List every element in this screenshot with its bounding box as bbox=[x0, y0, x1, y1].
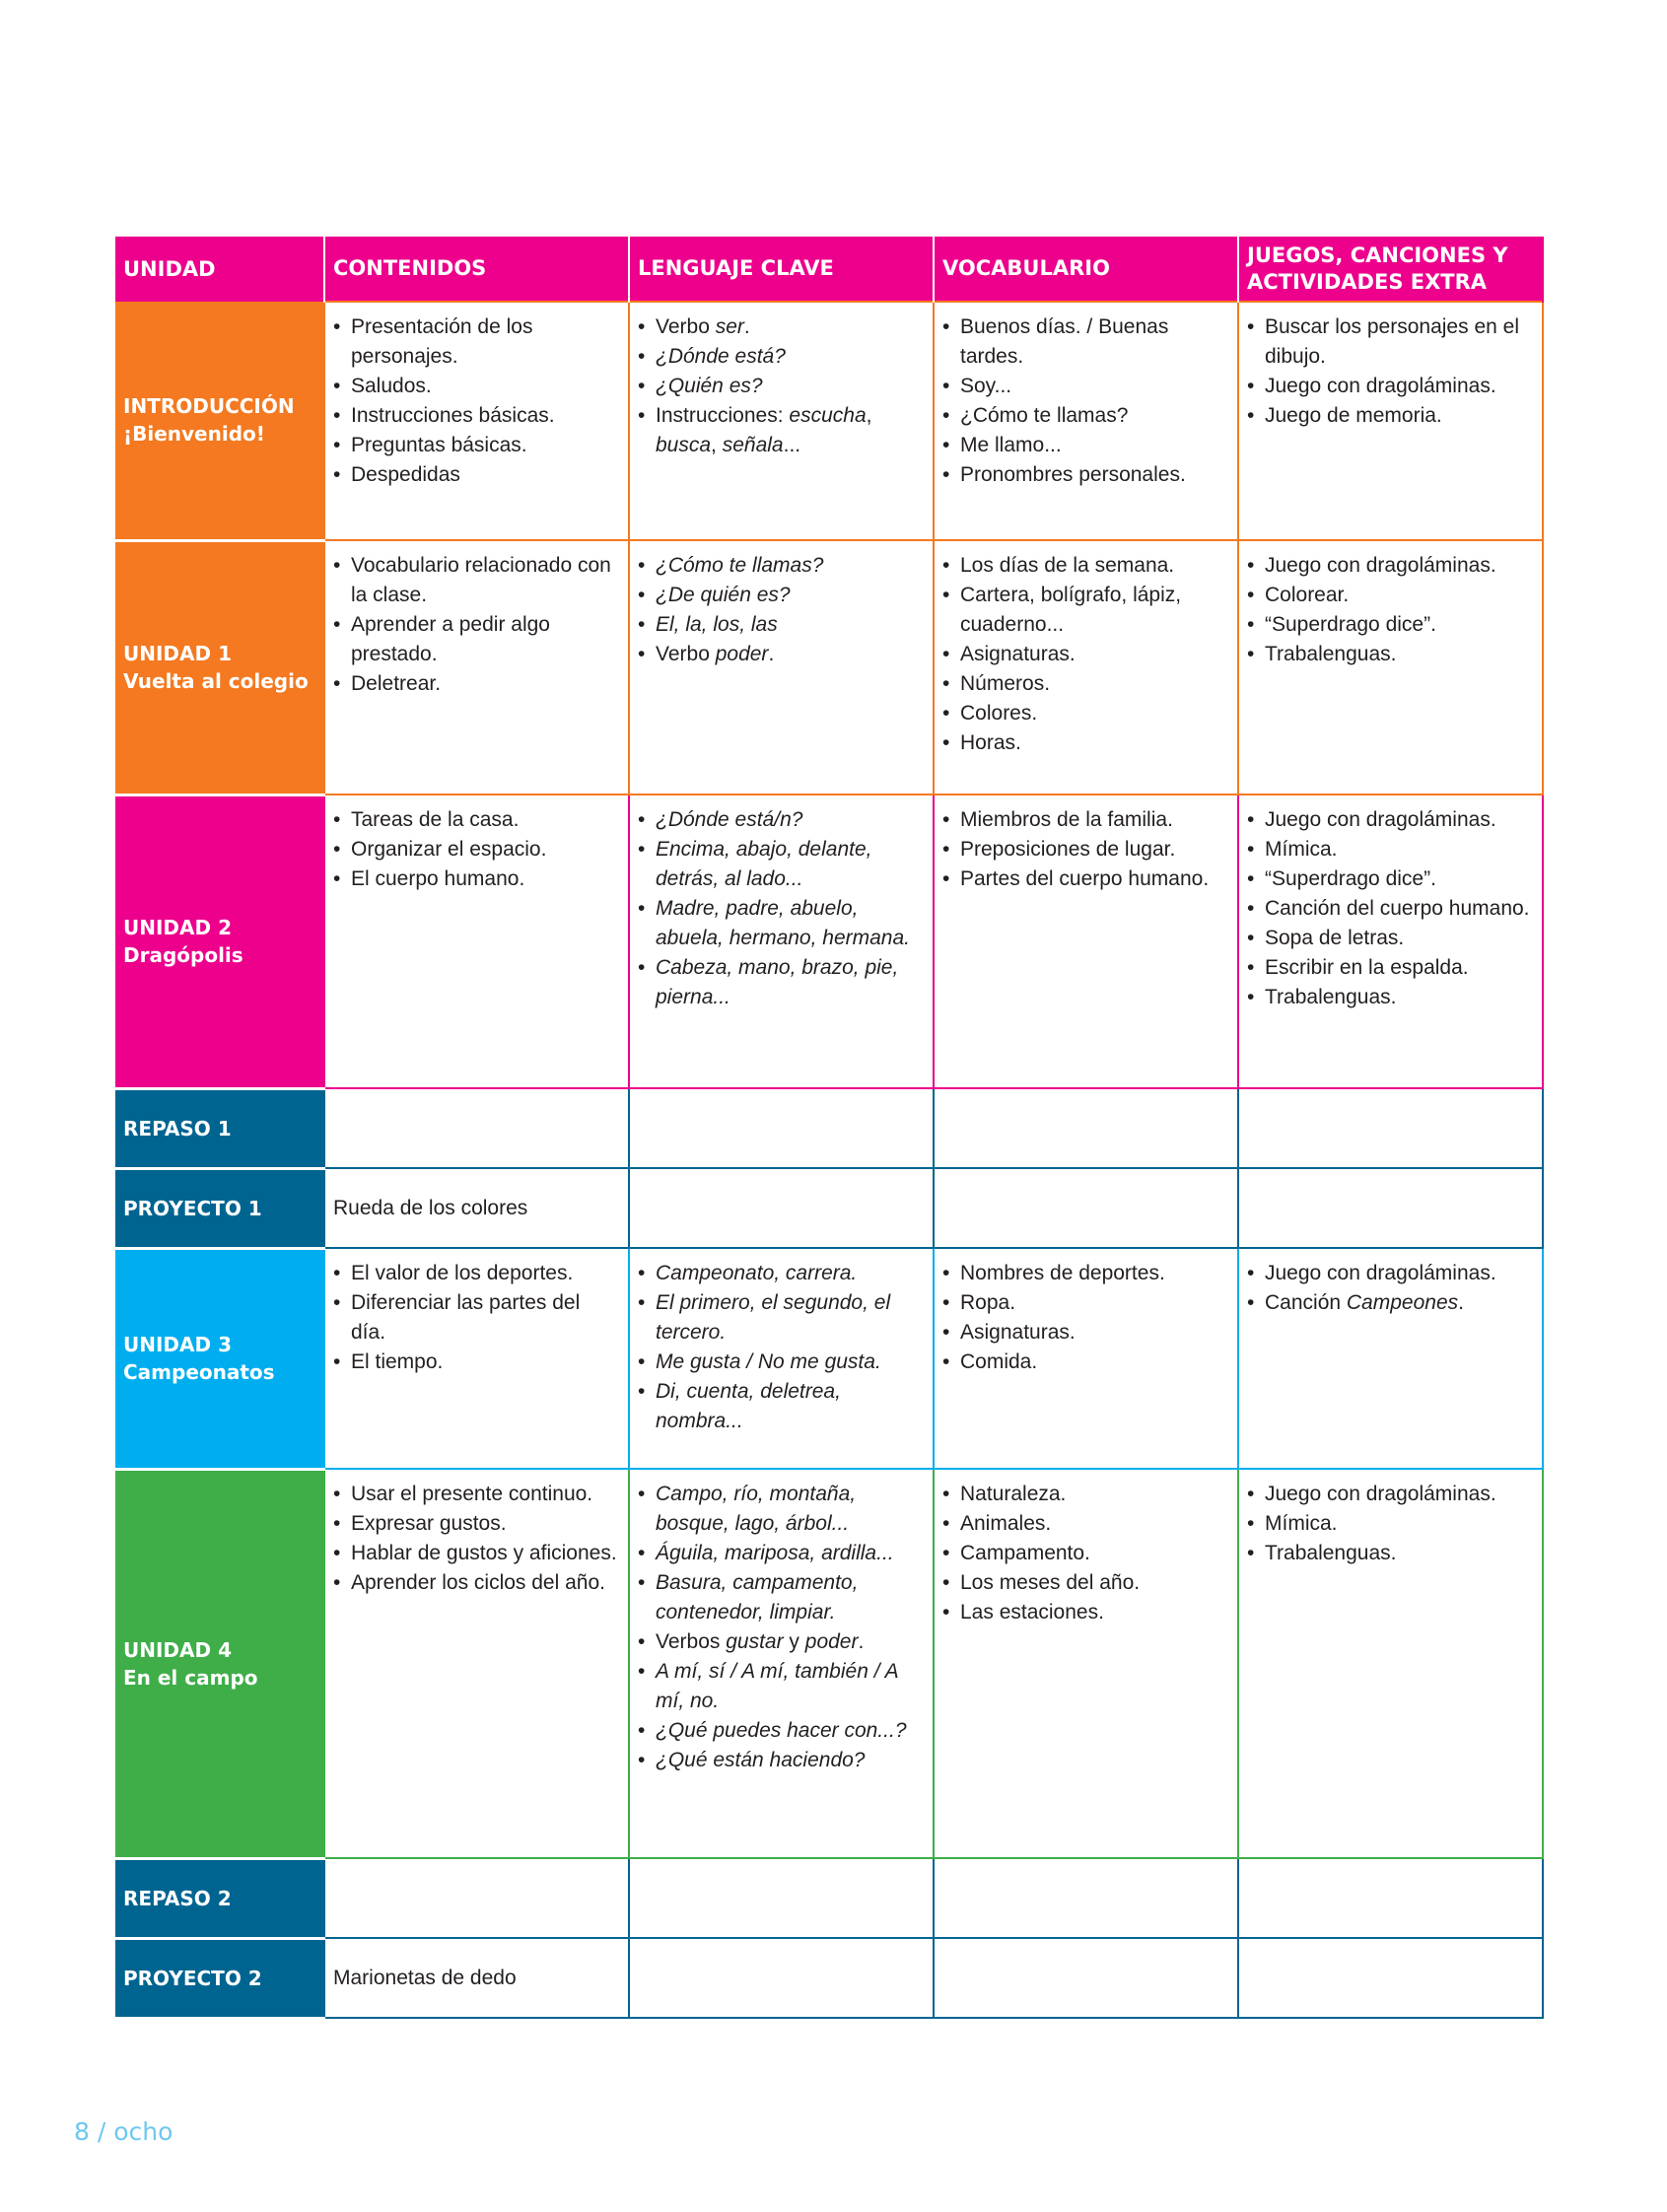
unit-cell bbox=[115, 302, 324, 540]
lenguaje-cell bbox=[629, 1168, 934, 1248]
vocabulario-cell bbox=[934, 1469, 1238, 1858]
juegos-cell bbox=[1238, 1088, 1543, 1168]
unit-title: UNIDAD 3 bbox=[123, 1333, 232, 1356]
header-contenidos: CONTENIDOS bbox=[324, 237, 629, 302]
list-item: • Madre, padre, abuelo, abuela, hermano, hermana. bbox=[638, 894, 923, 953]
list-item: • ¿Qué puedes hacer con...? bbox=[638, 1716, 923, 1746]
unit-subtitle: Vuelta al colegio bbox=[123, 669, 309, 693]
list-item: • Pronombres personales. bbox=[942, 460, 1227, 490]
contenidos-cell: Marionetas de dedo bbox=[324, 1938, 629, 2018]
list-item: • Juego con dragoláminas. bbox=[1247, 1480, 1532, 1509]
juegos-cell bbox=[1238, 1469, 1543, 1858]
list-item: • Las estaciones. bbox=[942, 1598, 1227, 1627]
row-introduccion bbox=[115, 302, 1543, 540]
list-item: • Presentación de los personajes. bbox=[333, 312, 618, 372]
list-item: • ¿Qué están haciendo? bbox=[638, 1746, 923, 1775]
list-item: • Instrucciones: escucha, busca, señala... bbox=[638, 401, 923, 460]
list-item: • Juego con dragoláminas. bbox=[1247, 372, 1532, 401]
unit-cell bbox=[115, 1168, 324, 1248]
unit-title: PROYECTO 1 bbox=[123, 1196, 262, 1220]
list-item: • Mímica. bbox=[1247, 1509, 1532, 1539]
row-proyecto-2 bbox=[115, 1938, 1543, 2018]
list-item: • Animales. bbox=[942, 1509, 1227, 1539]
list-item: • Campeonato, carrera. bbox=[638, 1259, 923, 1288]
header-lenguaje-clave: LENGUAJE CLAVE bbox=[629, 237, 934, 302]
unit-cell bbox=[115, 1858, 324, 1938]
list-item: • Hablar de gustos y aficiones. bbox=[333, 1539, 618, 1568]
contenidos-cell: Rueda de los colores bbox=[324, 1168, 629, 1248]
vocabulario-cell bbox=[934, 1858, 1238, 1938]
contenidos-cell bbox=[324, 1088, 629, 1168]
row-repaso-1 bbox=[115, 1088, 1543, 1168]
list-item: • Me gusta / No me gusta. bbox=[638, 1348, 923, 1377]
lenguaje-cell bbox=[629, 1469, 934, 1858]
list-item: • Escribir en la espalda. bbox=[1247, 953, 1532, 983]
list-item: • Trabalenguas. bbox=[1247, 640, 1532, 669]
list-item: • Juego con dragoláminas. bbox=[1247, 1259, 1532, 1288]
list-item: • Asignaturas. bbox=[942, 640, 1227, 669]
list-item: • Campo, río, montaña, bosque, lago, árbol... bbox=[638, 1480, 923, 1539]
list-item: • Trabalenguas. bbox=[1247, 1539, 1532, 1568]
unit-subtitle: ¡Bienvenido! bbox=[123, 422, 265, 447]
list-item: • Nombres de deportes. bbox=[942, 1259, 1227, 1288]
list-item: • Organizar el espacio. bbox=[333, 835, 618, 864]
list-item: • Usar el presente continuo. bbox=[333, 1480, 618, 1509]
juegos-cell bbox=[1238, 795, 1543, 1088]
unit-title: UNIDAD 2 bbox=[123, 916, 232, 939]
juegos-cell bbox=[1238, 540, 1543, 795]
list-item: • “Superdrago dice”. bbox=[1247, 864, 1532, 894]
unit-cell bbox=[115, 1248, 324, 1469]
row-proyecto-1 bbox=[115, 1168, 1543, 1248]
vocabulario-cell bbox=[934, 1248, 1238, 1469]
list-item: • Aprender a pedir algo prestado. bbox=[333, 610, 618, 669]
unit-title: INTRODUCCIÓN bbox=[123, 394, 295, 419]
list-item: • Trabalenguas. bbox=[1247, 983, 1532, 1012]
list-item: • Instrucciones básicas. bbox=[333, 401, 618, 431]
list-item: • Juego con dragoláminas. bbox=[1247, 551, 1532, 581]
list-item: • Horas. bbox=[942, 728, 1227, 758]
list-item: • Cabeza, mano, brazo, pie, pierna... bbox=[638, 953, 923, 1012]
unit-cell bbox=[115, 1088, 324, 1168]
header-juegos: JUEGOS, CANCIONES Y ACTIVIDADES EXTRA bbox=[1238, 237, 1543, 302]
list-item: • Diferenciar las partes del día. bbox=[333, 1288, 618, 1348]
contenidos-cell bbox=[324, 1469, 629, 1858]
list-item: • Juego con dragoláminas. bbox=[1247, 805, 1532, 835]
list-item: • Basura, campamento, contenedor, limpiar. bbox=[638, 1568, 923, 1627]
row-repaso-2 bbox=[115, 1858, 1543, 1938]
list-item: • Expresar gustos. bbox=[333, 1509, 618, 1539]
list-item: • Canción Campeones. bbox=[1247, 1288, 1532, 1318]
list-item: • ¿Quién es? bbox=[638, 372, 923, 401]
list-item: • “Superdrago dice”. bbox=[1247, 610, 1532, 640]
juegos-cell bbox=[1238, 1168, 1543, 1248]
header-vocabulario: VOCABULARIO bbox=[934, 237, 1238, 302]
lenguaje-cell bbox=[629, 795, 934, 1088]
list-item: • Tareas de la casa. bbox=[333, 805, 618, 835]
list-item: • Despedidas bbox=[333, 460, 618, 490]
list-item: • El, la, los, las bbox=[638, 610, 923, 640]
list-item: • Mímica. bbox=[1247, 835, 1532, 864]
lenguaje-cell bbox=[629, 1088, 934, 1168]
list-item: • Saludos. bbox=[333, 372, 618, 401]
contenidos-cell bbox=[324, 540, 629, 795]
lenguaje-cell bbox=[629, 1248, 934, 1469]
juegos-cell bbox=[1238, 1938, 1543, 2018]
list-item: • El tiempo. bbox=[333, 1348, 618, 1377]
list-item: • Verbo poder. bbox=[638, 640, 923, 669]
header-row bbox=[115, 237, 1543, 302]
list-item: • Águila, mariposa, ardilla... bbox=[638, 1539, 923, 1568]
unit-subtitle: Campeonatos bbox=[123, 1360, 275, 1384]
list-item: • Colorear. bbox=[1247, 581, 1532, 610]
vocabulario-cell bbox=[934, 302, 1238, 540]
unit-cell bbox=[115, 1469, 324, 1858]
page-number: 8 bbox=[74, 2117, 90, 2146]
list-item: • El cuerpo humano. bbox=[333, 864, 618, 894]
list-item: • Me llamo... bbox=[942, 431, 1227, 460]
list-item: • Soy... bbox=[942, 372, 1227, 401]
vocabulario-cell bbox=[934, 540, 1238, 795]
list-item: • Buenos días. / Buenas tardes. bbox=[942, 312, 1227, 372]
list-item: • Deletrear. bbox=[333, 669, 618, 699]
unit-title: PROYECTO 2 bbox=[123, 1966, 262, 1990]
list-item: • Números. bbox=[942, 669, 1227, 699]
list-item: • Los meses del año. bbox=[942, 1568, 1227, 1598]
list-item: • Naturaleza. bbox=[942, 1480, 1227, 1509]
list-item: • El primero, el segundo, el tercero. bbox=[638, 1288, 923, 1348]
list-item: • Ropa. bbox=[942, 1288, 1227, 1318]
list-item: • ¿De quién es? bbox=[638, 581, 923, 610]
row-unidad-4 bbox=[115, 1469, 1543, 1858]
list-item: • ¿Dónde está/n? bbox=[638, 805, 923, 835]
syllabus-table bbox=[115, 237, 1544, 2020]
list-item: • Sopa de letras. bbox=[1247, 924, 1532, 953]
contenidos-cell bbox=[324, 1248, 629, 1469]
lenguaje-cell bbox=[629, 1858, 934, 1938]
unit-title: UNIDAD 1 bbox=[123, 642, 232, 665]
unit-cell bbox=[115, 795, 324, 1088]
list-item: • Partes del cuerpo humano. bbox=[942, 864, 1227, 894]
lenguaje-cell bbox=[629, 1938, 934, 2018]
row-unidad-2 bbox=[115, 795, 1543, 1088]
row-unidad-3 bbox=[115, 1248, 1543, 1469]
list-item: • Canción del cuerpo humano. bbox=[1247, 894, 1532, 924]
juegos-cell bbox=[1238, 1858, 1543, 1938]
list-item: • ¿Dónde está? bbox=[638, 342, 923, 372]
list-item: • Verbos gustar y poder. bbox=[638, 1627, 923, 1657]
list-item: • Los días de la semana. bbox=[942, 551, 1227, 581]
vocabulario-cell bbox=[934, 1938, 1238, 2018]
unit-subtitle: En el campo bbox=[123, 1665, 258, 1690]
list-item: • Preposiciones de lugar. bbox=[942, 835, 1227, 864]
contenidos-cell bbox=[324, 302, 629, 540]
list-item: • Verbo ser. bbox=[638, 312, 923, 342]
unit-title: REPASO 1 bbox=[123, 1116, 232, 1141]
contenidos-cell bbox=[324, 1858, 629, 1938]
juegos-cell bbox=[1238, 1248, 1543, 1469]
contenidos-cell bbox=[324, 795, 629, 1088]
list-item: • ¿Cómo te llamas? bbox=[942, 401, 1227, 431]
list-item: • Miembros de la familia. bbox=[942, 805, 1227, 835]
list-item: • Vocabulario relacionado con la clase. bbox=[333, 551, 618, 610]
header-unidad: UNIDAD bbox=[115, 237, 324, 302]
list-item: • Di, cuenta, deletrea, nombra... bbox=[638, 1377, 923, 1436]
list-item: • Aprender los ciclos del año. bbox=[333, 1568, 618, 1598]
list-item: • Asignaturas. bbox=[942, 1318, 1227, 1348]
vocabulario-cell bbox=[934, 795, 1238, 1088]
list-item: • Campamento. bbox=[942, 1539, 1227, 1568]
page-separator: / bbox=[89, 2117, 114, 2146]
list-item: • Comida. bbox=[942, 1348, 1227, 1377]
unit-cell bbox=[115, 540, 324, 795]
unit-title: REPASO 2 bbox=[123, 1886, 232, 1910]
vocabulario-cell bbox=[934, 1088, 1238, 1168]
vocabulario-cell bbox=[934, 1168, 1238, 1248]
list-item: • A mí, sí / A mí, también / A mí, no. bbox=[638, 1657, 923, 1716]
lenguaje-cell bbox=[629, 540, 934, 795]
page-word: ocho bbox=[113, 2117, 174, 2146]
list-item: • Preguntas básicas. bbox=[333, 431, 618, 460]
row-unidad-1 bbox=[115, 540, 1543, 795]
unit-subtitle: Dragópolis bbox=[123, 943, 243, 967]
list-item: • Encima, abajo, delante, detrás, al lado... bbox=[638, 835, 923, 894]
page-footer bbox=[74, 2117, 173, 2146]
list-item: • El valor de los deportes. bbox=[333, 1259, 618, 1288]
list-item: • Cartera, bolígrafo, lápiz, cuaderno... bbox=[942, 581, 1227, 640]
list-item: • Colores. bbox=[942, 699, 1227, 728]
unit-cell bbox=[115, 1938, 324, 2018]
list-item: • Buscar los personajes en el dibujo. bbox=[1247, 312, 1532, 372]
juegos-cell bbox=[1238, 302, 1543, 540]
lenguaje-cell bbox=[629, 302, 934, 540]
unit-title: UNIDAD 4 bbox=[123, 1637, 232, 1662]
list-item: • Juego de memoria. bbox=[1247, 401, 1532, 431]
list-item: • ¿Cómo te llamas? bbox=[638, 551, 923, 581]
